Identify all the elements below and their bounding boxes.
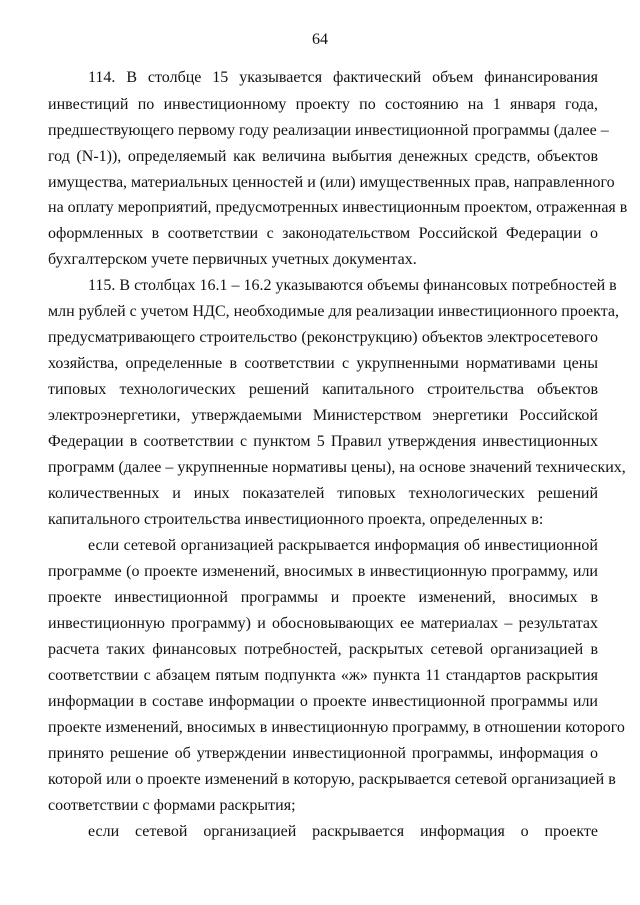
text-line: принято решение об утверждении инвестиционной программы, информация о bbox=[48, 745, 598, 762]
text-line: инвестиционную программу) и обосновывающих ее материалах – результатах bbox=[48, 615, 598, 632]
text-line: бухгалтерском учете первичных учетных документах. bbox=[48, 251, 417, 268]
page-number: 64 bbox=[312, 31, 328, 48]
text-line: имущества, материальных ценностей и (или) имущественных прав, направленного bbox=[48, 174, 615, 191]
text-line: капитального строительства инвестиционного проекта, определенных в: bbox=[48, 511, 544, 528]
text-line: если сетевой организацией раскрывается информация о проекте bbox=[88, 823, 598, 840]
text-line: информации в составе информации о проекте инвестиционной программы или bbox=[48, 693, 598, 710]
text-line: расчета таких финансовых потребностей, раскрытых сетевой организацией в bbox=[48, 641, 598, 658]
text-line: программ (далее – укрупненные нормативы цены), на основе значений технических, bbox=[48, 459, 626, 476]
text-line: которой или о проекте изменений в которую, раскрывается сетевой организацией в bbox=[48, 771, 616, 788]
text-line: Федерации в соответствии с пунктом 5 Правил утверждения инвестиционных bbox=[48, 433, 598, 450]
text-line: электроэнергетики, утверждаемыми Министерством энергетики Российской bbox=[48, 407, 598, 424]
text-line: оформленных в соответствии с законодательством Российской Федерации о bbox=[48, 225, 598, 242]
text-line: млн рублей с учетом НДС, необходимые для реализации инвестиционного проекта, bbox=[48, 303, 619, 320]
text-line: год (N-1)), определяемый как величина выбытия денежных средств, объектов bbox=[48, 148, 598, 165]
text-line: соответствии с формами раскрытия; bbox=[48, 797, 296, 814]
text-line: на оплату мероприятий, предусмотренных инвестиционным проектом, отраженная в bbox=[48, 199, 628, 216]
text-line: программе (о проекте изменений, вносимых в инвестиционную программу, или bbox=[48, 563, 598, 580]
text-line: типовых технологических решений капитального строительства объектов bbox=[48, 381, 598, 398]
text-line: если сетевой организацией раскрывается информация об инвестиционной bbox=[88, 537, 598, 554]
text-line: хозяйства, определенные в соответствии с укрупненными нормативами цены bbox=[48, 355, 598, 372]
text-line: проекте инвестиционной программы и проекте изменений, вносимых в bbox=[48, 589, 598, 606]
text-line: 114. В столбце 15 указывается фактический объем финансирования bbox=[88, 69, 598, 86]
text-line: 115. В столбцах 16.1 – 16.2 указываются объемы финансовых потребностей в bbox=[88, 277, 617, 294]
text-line: инвестиций по инвестиционному проекту по состоянию на 1 января года, bbox=[48, 96, 598, 113]
text-line: проекте изменений, вносимых в инвестиционную программу, в отношении которого bbox=[48, 719, 625, 736]
text-line: количественных и иных показателей типовых технологических решений bbox=[48, 485, 598, 502]
text-line: соответствии с абзацем пятым подпункта «ж» пункта 11 стандартов раскрытия bbox=[48, 667, 598, 684]
text-line: предшествующего первому году реализации инвестиционной программы (далее – bbox=[48, 122, 609, 139]
text-line: предусматривающего строительство (реконструкцию) объектов электросетевого bbox=[48, 329, 598, 346]
